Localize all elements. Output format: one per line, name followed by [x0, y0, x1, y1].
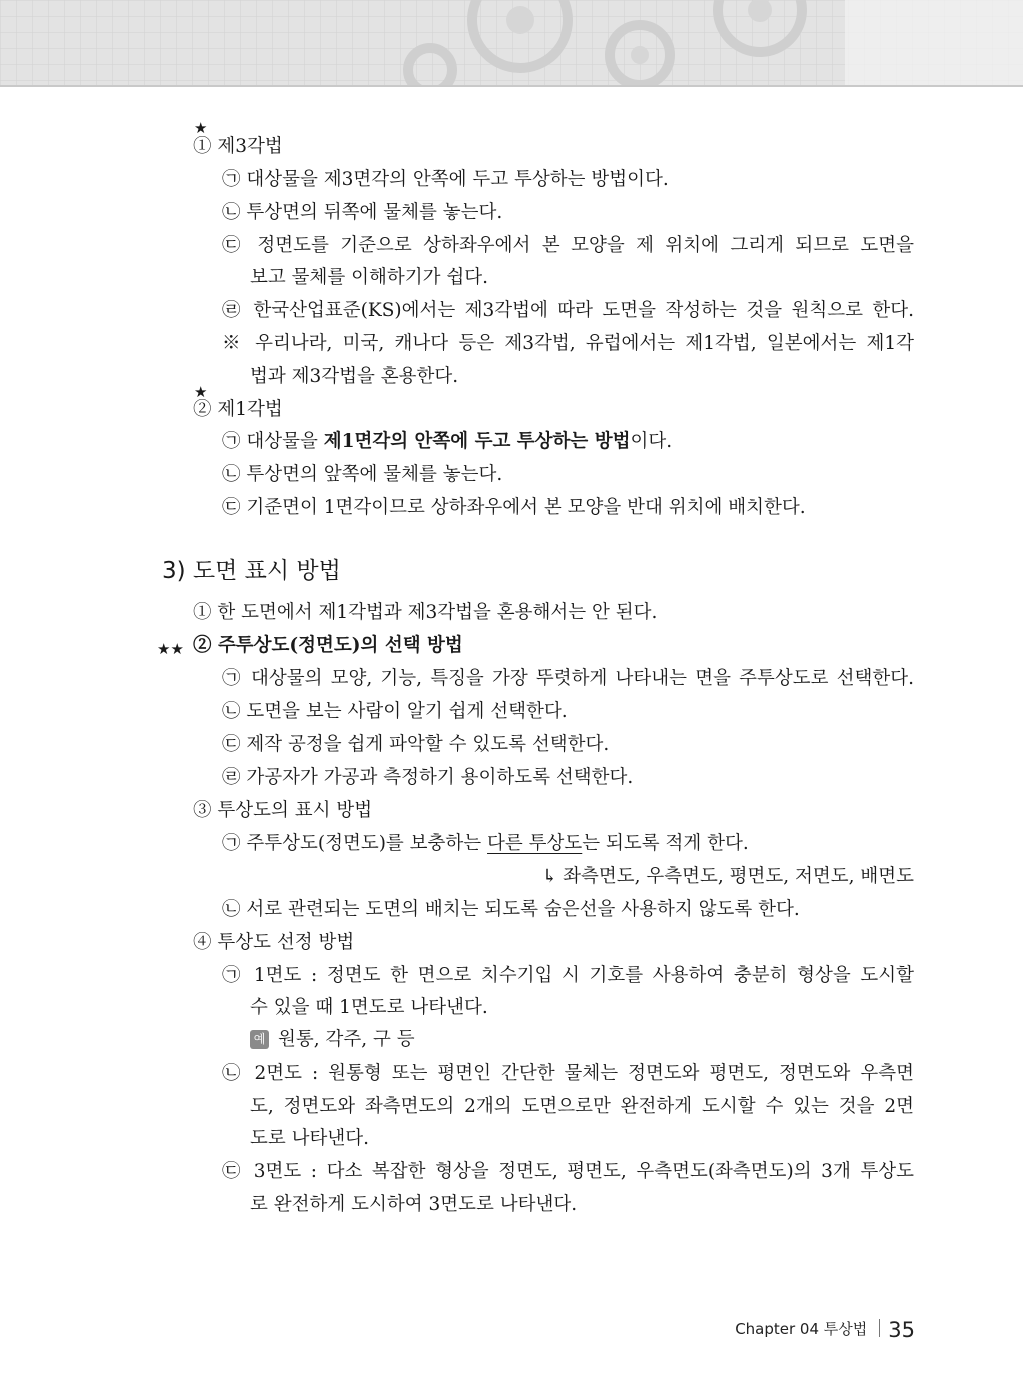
- text-line: ㉡ 서로 관련되는 도면의 배치는 되도록 숨은선을 사용하지 않도록 한다.: [222, 899, 800, 920]
- importance-star: ★: [194, 119, 208, 137]
- text-line: 로 완전하게 도시하여 3면도로 나타낸다.: [250, 1194, 578, 1215]
- text-line: ① 한 도면에서 제1각법과 제3각법을 혼용해서는 안 된다.: [193, 602, 658, 623]
- header-banner: [0, 0, 1023, 85]
- gear-pattern-image: [0, 0, 1023, 85]
- text-line: [222, 831, 749, 857]
- example-line: [250, 1027, 415, 1053]
- text-line: ㉠ 대상물의 모양, 기능, 특징을 가장 뚜렷하게 나타내는 면을 주투상도로 선택한다.: [222, 668, 914, 689]
- chapter-label: Chapter 04 투상법: [735, 1320, 868, 1338]
- text-line: ㉠ 1면도 : 정면도 한 면으로 치수기입 시 기호를 사용하여 충분히 형상을 도시할: [222, 965, 914, 986]
- annotation-line: ↳ 좌측면도, 우측면도, 평면도, 저면도, 배면도: [541, 866, 914, 887]
- item-heading: ② 주투상도(정면도)의 선택 방법: [193, 635, 463, 656]
- example-text: 원통, 각주, 구 등: [278, 1029, 415, 1050]
- item-heading: ④ 투상도 선정 방법: [193, 932, 355, 953]
- text-line: [222, 429, 672, 455]
- underlined-text: 다른 투상도: [487, 833, 583, 854]
- text-line: ㉡ 2면도 : 원통형 또는 평면인 간단한 물체는 정면도와 평면도, 정면도와 우측면: [222, 1063, 914, 1084]
- text-line: ㉡ 투상면의 뒤쪽에 물체를 놓는다.: [222, 202, 503, 223]
- importance-star: ★: [194, 383, 208, 401]
- text-line: 도로 나타낸다.: [250, 1128, 369, 1149]
- note-line: ※ 우리나라, 미국, 캐나다 등은 제3각법, 유럽에서는 제1각법, 일본에서는 제1각: [222, 333, 914, 354]
- note-line: 법과 제3각법을 혼용한다.: [250, 366, 459, 387]
- item-heading: ② 제1각법: [193, 399, 283, 420]
- item-heading: ③ 투상도의 표시 방법: [193, 800, 373, 821]
- text-line: ㉢ 제작 공정을 쉽게 파악할 수 있도록 선택한다.: [222, 734, 610, 755]
- example-badge: 예: [250, 1030, 269, 1049]
- header-divider: [0, 85, 1023, 87]
- page-footer: [700, 1318, 915, 1348]
- text-line: 수 있을 때 1면도로 나타낸다.: [250, 997, 488, 1018]
- text-line: ㉡ 투상면의 앞쪽에 물체를 놓는다.: [222, 464, 503, 485]
- text-fragment: ㉠ 주투상도(정면도)를 보충하는: [222, 833, 488, 854]
- text-fragment: 이다.: [630, 431, 673, 452]
- section-heading: 3) 도면 표시 방법: [162, 558, 341, 584]
- text-fragment: ㉠ 대상물을: [222, 431, 324, 452]
- importance-star: ★★: [157, 640, 184, 658]
- text-fragment: 는 되도록 적게 한다.: [582, 833, 749, 854]
- text-line: ㉢ 정면도를 기준으로 상하좌우에서 본 모양을 제 위치에 그리게 되므로 도면을: [222, 235, 914, 256]
- footer-divider: [879, 1319, 880, 1337]
- text-line: ㉠ 대상물을 제3면각의 안쪽에 두고 투상하는 방법이다.: [222, 169, 669, 190]
- emphasis-text: 제1면각의 안쪽에 두고 투상하는 방법: [323, 431, 631, 452]
- text-line: ㉢ 3면도 : 다소 복잡한 형상을 정면도, 평면도, 우측면도(좌측면도)의 3개 투상도: [222, 1161, 914, 1182]
- text-line: 보고 물체를 이해하기가 쉽다.: [250, 267, 488, 288]
- text-line: ㉡ 도면을 보는 사람이 알기 쉽게 선택한다.: [222, 701, 568, 722]
- text-line: ㉣ 가공자가 가공과 측정하기 용이하도록 선택한다.: [222, 767, 634, 788]
- page-number: 35: [888, 1318, 915, 1342]
- text-line: ㉣ 한국산업표준(KS)에서는 제3각법에 따라 도면을 작성하는 것을 원칙으로 한다.: [222, 300, 914, 321]
- text-line: 도, 정면도와 좌측면도의 2개의 도면으로만 완전하게 도시할 수 있는 것을 2면: [250, 1096, 914, 1117]
- text-line: ㉢ 기준면이 1면각이므로 상하좌우에서 본 모양을 반대 위치에 배치한다.: [222, 497, 806, 518]
- item-heading: ① 제3각법: [193, 136, 283, 157]
